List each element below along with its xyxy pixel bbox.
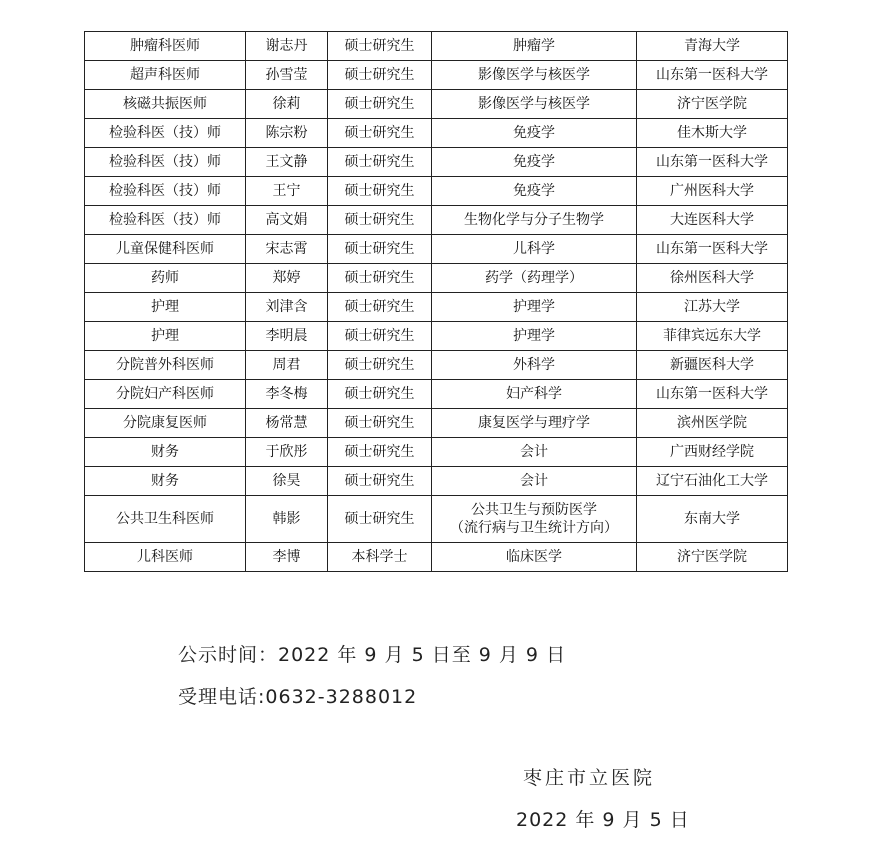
name-cell: 杨常慧 (246, 409, 328, 438)
notice-period: 公示时间：2022 年 9 月 5 日至 9 月 9 日 (178, 644, 567, 666)
major-line: 外科学 (513, 357, 555, 373)
school-cell: 徐州医科大学 (637, 264, 788, 293)
name-cell: 于欣彤 (246, 438, 328, 467)
degree-cell: 硕士研究生 (328, 322, 432, 351)
position-cell: 公共卫生科医师 (85, 496, 246, 543)
school-cell: 滨州医学院 (637, 409, 788, 438)
candidate-table (84, 31, 788, 572)
major-cell (432, 235, 637, 264)
table-row (85, 206, 788, 235)
name-cell: 王文静 (246, 148, 328, 177)
table-row (85, 438, 788, 467)
school-cell: 山东第一医科大学 (637, 61, 788, 90)
degree-cell: 硕士研究生 (328, 467, 432, 496)
major-cell (432, 61, 637, 90)
table-row (85, 409, 788, 438)
major-cell (432, 293, 637, 322)
school-cell: 广西财经学院 (637, 438, 788, 467)
position-cell: 肿瘤科医师 (85, 32, 246, 61)
table-row (85, 235, 788, 264)
school-cell: 东南大学 (637, 496, 788, 543)
major-line: 肿瘤学 (513, 38, 555, 54)
position-cell: 儿童保健科医师 (85, 235, 246, 264)
major-line: 护理学 (513, 299, 555, 315)
major-line: 生物化学与分子生物学 (464, 212, 604, 228)
name-cell: 李冬梅 (246, 380, 328, 409)
table-row (85, 467, 788, 496)
school-cell: 辽宁石油化工大学 (637, 467, 788, 496)
school-cell: 山东第一医科大学 (637, 235, 788, 264)
table-row (85, 32, 788, 61)
school-cell: 大连医科大学 (637, 206, 788, 235)
degree-cell: 硕士研究生 (328, 206, 432, 235)
degree-cell: 硕士研究生 (328, 90, 432, 119)
school-cell: 济宁医学院 (637, 543, 788, 572)
position-cell: 超声科医师 (85, 61, 246, 90)
signature-org: 枣庄市立医院 (523, 767, 656, 789)
school-cell: 新疆医科大学 (637, 351, 788, 380)
signature-date: 2022 年 9 月 5 日 (516, 809, 690, 831)
table-row (85, 380, 788, 409)
table-row (85, 177, 788, 206)
position-cell: 分院普外科医师 (85, 351, 246, 380)
degree-cell: 硕士研究生 (328, 293, 432, 322)
table-row (85, 496, 788, 543)
table-row (85, 61, 788, 90)
school-cell: 江苏大学 (637, 293, 788, 322)
name-cell: 周君 (246, 351, 328, 380)
table-row (85, 90, 788, 119)
degree-cell: 本科学士 (328, 543, 432, 572)
major-line: 公共卫生与预防医学 (471, 502, 597, 518)
name-cell: 郑婷 (246, 264, 328, 293)
position-cell: 财务 (85, 438, 246, 467)
major-line: 药学（药理学） (485, 270, 583, 286)
school-cell: 山东第一医科大学 (637, 380, 788, 409)
name-cell: 刘津含 (246, 293, 328, 322)
table-row (85, 322, 788, 351)
major-cell (432, 177, 637, 206)
major-cell (432, 438, 637, 467)
major-cell (432, 467, 637, 496)
table-row (85, 119, 788, 148)
major-line: 妇产科学 (506, 386, 562, 402)
major-cell (432, 148, 637, 177)
major-cell (432, 351, 637, 380)
name-cell: 谢志丹 (246, 32, 328, 61)
name-cell: 李博 (246, 543, 328, 572)
degree-cell: 硕士研究生 (328, 32, 432, 61)
table-row (85, 293, 788, 322)
major-cell (432, 322, 637, 351)
degree-cell: 硕士研究生 (328, 148, 432, 177)
degree-cell: 硕士研究生 (328, 380, 432, 409)
position-cell: 分院妇产科医师 (85, 380, 246, 409)
major-line: 康复医学与理疗学 (478, 415, 590, 431)
position-cell: 检验科医（技）师 (85, 148, 246, 177)
major-cell (432, 496, 637, 543)
candidate-table-body (85, 32, 788, 572)
major-line: 影像医学与核医学 (478, 96, 590, 112)
table-row (85, 148, 788, 177)
major-cell (432, 409, 637, 438)
position-cell: 检验科医（技）师 (85, 119, 246, 148)
name-cell: 宋志霄 (246, 235, 328, 264)
major-line: 免疫学 (513, 183, 555, 199)
major-cell (432, 206, 637, 235)
major-line: 临床医学 (506, 549, 562, 565)
school-cell: 菲律宾远东大学 (637, 322, 788, 351)
degree-cell: 硕士研究生 (328, 235, 432, 264)
degree-cell: 硕士研究生 (328, 264, 432, 293)
position-cell: 护理 (85, 293, 246, 322)
position-cell: 检验科医（技）师 (85, 177, 246, 206)
major-cell (432, 32, 637, 61)
name-cell: 徐昊 (246, 467, 328, 496)
major-line: 会计 (520, 473, 548, 489)
school-cell: 广州医科大学 (637, 177, 788, 206)
major-line: 免疫学 (513, 125, 555, 141)
major-cell (432, 543, 637, 572)
degree-cell: 硕士研究生 (328, 409, 432, 438)
major-cell (432, 90, 637, 119)
name-cell: 王宁 (246, 177, 328, 206)
name-cell: 高文娟 (246, 206, 328, 235)
name-cell: 李明晨 (246, 322, 328, 351)
school-cell: 济宁医学院 (637, 90, 788, 119)
table-row (85, 264, 788, 293)
name-cell: 孙雪莹 (246, 61, 328, 90)
major-line: 免疫学 (513, 154, 555, 170)
position-cell: 分院康复医师 (85, 409, 246, 438)
degree-cell: 硕士研究生 (328, 177, 432, 206)
major-cell (432, 380, 637, 409)
position-cell: 检验科医（技）师 (85, 206, 246, 235)
table-row (85, 351, 788, 380)
major-line: 会计 (520, 444, 548, 460)
table-row (85, 543, 788, 572)
name-cell: 徐莉 (246, 90, 328, 119)
position-cell: 药师 (85, 264, 246, 293)
major-cell (432, 119, 637, 148)
major-line: 影像医学与核医学 (478, 67, 590, 83)
degree-cell: 硕士研究生 (328, 496, 432, 543)
notice-phone: 受理电话:0632-3288012 (178, 686, 418, 708)
name-cell: 韩影 (246, 496, 328, 543)
major-cell (432, 264, 637, 293)
major-line: 儿科学 (513, 241, 555, 257)
degree-cell: 硕士研究生 (328, 438, 432, 467)
degree-cell: 硕士研究生 (328, 119, 432, 148)
school-cell: 山东第一医科大学 (637, 148, 788, 177)
school-cell: 佳木斯大学 (637, 119, 788, 148)
position-cell: 儿科医师 (85, 543, 246, 572)
position-cell: 核磁共振医师 (85, 90, 246, 119)
position-cell: 财务 (85, 467, 246, 496)
degree-cell: 硕士研究生 (328, 61, 432, 90)
name-cell: 陈宗粉 (246, 119, 328, 148)
major-line: （流行病与卫生统计方向） (450, 520, 618, 536)
degree-cell: 硕士研究生 (328, 351, 432, 380)
position-cell: 护理 (85, 322, 246, 351)
school-cell: 青海大学 (637, 32, 788, 61)
major-line: 护理学 (513, 328, 555, 344)
